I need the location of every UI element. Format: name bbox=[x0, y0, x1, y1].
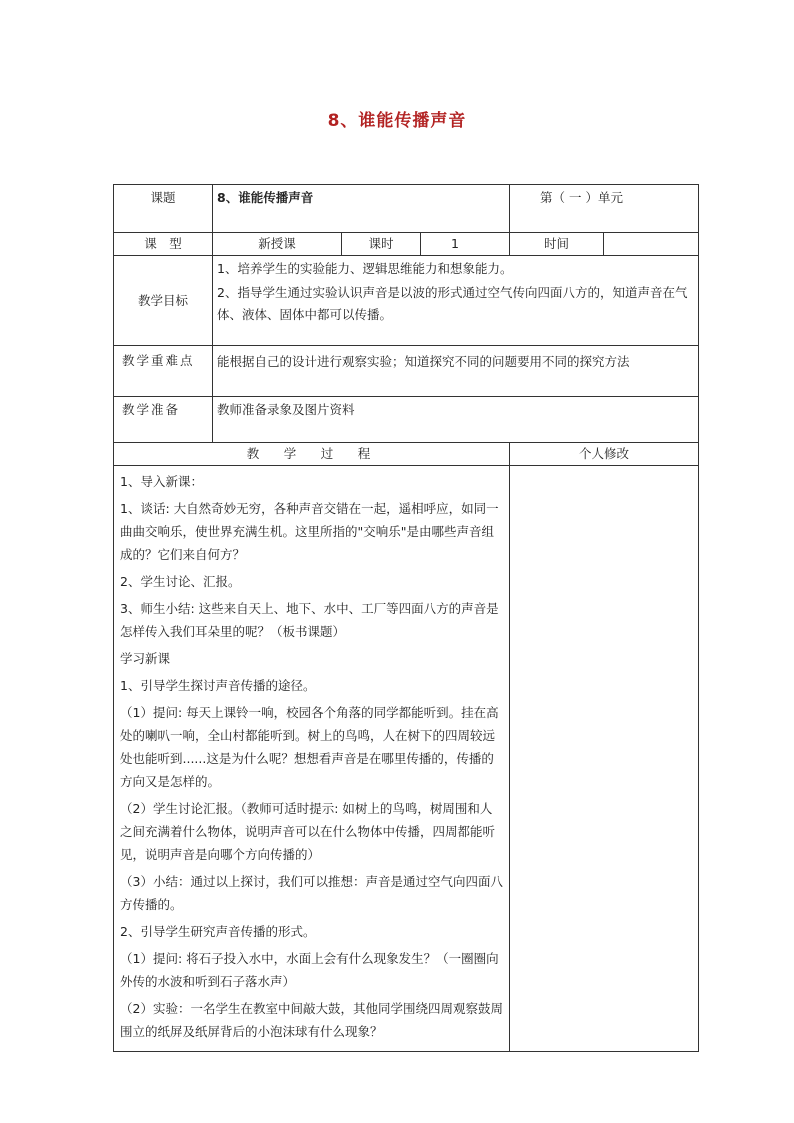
objective-item: 1、培养学生的实验能力、逻辑思维能力和想象能力。 bbox=[217, 261, 513, 276]
preparation-row bbox=[114, 397, 699, 443]
process-line: 2、引导学生研究声音传播的形式。 bbox=[120, 924, 316, 939]
process-line: （3）小结：通过以上探讨，我们可以推想：声音是通过空气向四面八方传播的。 bbox=[120, 874, 503, 912]
preparation-label: 教学准备 bbox=[114, 397, 213, 443]
hours-label: 课时 bbox=[342, 233, 421, 256]
process-line: （2）实验：一名学生在教室中间敲大鼓，其他同学围绕四周观察鼓周围立的纸屏及纸屏背后的小泡沫球有什么现象？ bbox=[120, 1001, 503, 1039]
time-value bbox=[604, 233, 699, 256]
type-value: 新授课 bbox=[213, 233, 342, 256]
preparation-content: 教师准备录象及图片资料 bbox=[213, 397, 699, 443]
time-label: 时间 bbox=[510, 233, 604, 256]
objectives-row bbox=[114, 256, 699, 346]
process-line: 1、引导学生探讨声音传播的途径。 bbox=[120, 678, 316, 693]
key-points-row bbox=[114, 346, 699, 397]
type-label: 课 型 bbox=[114, 233, 213, 256]
hours-value: 1 bbox=[421, 233, 510, 256]
key-points-content: 能根据自己的设计进行观察实验；知道探究不同的问题要用不同的探究方法 bbox=[213, 346, 699, 397]
topic-row bbox=[114, 185, 699, 233]
topic-value: 8、谁能传播声音 bbox=[213, 185, 510, 233]
lesson-plan-table bbox=[113, 184, 699, 1052]
revision-content bbox=[510, 466, 699, 1052]
topic-label: 课题 bbox=[114, 185, 213, 233]
process-line: 1、导入新课： bbox=[120, 474, 203, 489]
process-line: （1）提问: 将石子投入水中，水面上会有什么现象发生？（一圈圈向外传的水波和听到石子落水声） bbox=[120, 951, 499, 989]
objective-item: 2、指导学生通过实验认识声音是以波的形式通过空气传向四面八方的，知道声音在气体、液体、固体中都可以传播。 bbox=[217, 285, 688, 322]
page-title: 8、谁能传播声音 bbox=[327, 111, 467, 131]
process-line: （2）学生讨论汇报。（教师可适时提示: 如树上的鸟鸣，树周围和人之间充满着什么物体，说明声音可以在什么物体中传播，四周都能听见，说明声音是向哪个方向传播的） bbox=[120, 801, 496, 862]
key-points-label: 教学重难点 bbox=[114, 346, 213, 397]
process-line: 1、谈话: 大自然奇妙无穷，各种声音交错在一起，遥相呼应，如同一曲曲交响乐，使世界充满生机。这里所指的"交响乐"是由哪些声音组成的？它们来自何方？ bbox=[120, 501, 499, 562]
type-row bbox=[114, 233, 699, 256]
process-line: 学习新课 bbox=[120, 651, 171, 666]
revision-header: 个人修改 bbox=[510, 443, 699, 466]
process-line: 3、师生小结: 这些来自天上、地下、水中、工厂等四面八方的声音是怎样传入我们耳朵里的呢？（板书课题） bbox=[120, 601, 499, 639]
process-line: （1）提问: 每天上课铃一响，校园各个角落的同学都能听到。挂在高处的喇叭一响，全山村都能听到。树上的鸟鸣，人在树下的四周较远处也能听到......这是为什么呢？想想看声音是在哪里传播的，传播的方向又是怎样的。 bbox=[120, 705, 499, 789]
process-header-row bbox=[114, 443, 699, 466]
unit-value: 第（ 一 ）单元 bbox=[510, 185, 699, 233]
objectives-label: 教学目标 bbox=[114, 256, 213, 346]
process-header: 教 学 过 程 bbox=[114, 443, 510, 466]
process-line: 2、学生讨论、汇报。 bbox=[120, 574, 241, 589]
process-content bbox=[114, 466, 510, 1052]
process-body-row bbox=[114, 466, 699, 1052]
objectives-content bbox=[213, 256, 699, 346]
